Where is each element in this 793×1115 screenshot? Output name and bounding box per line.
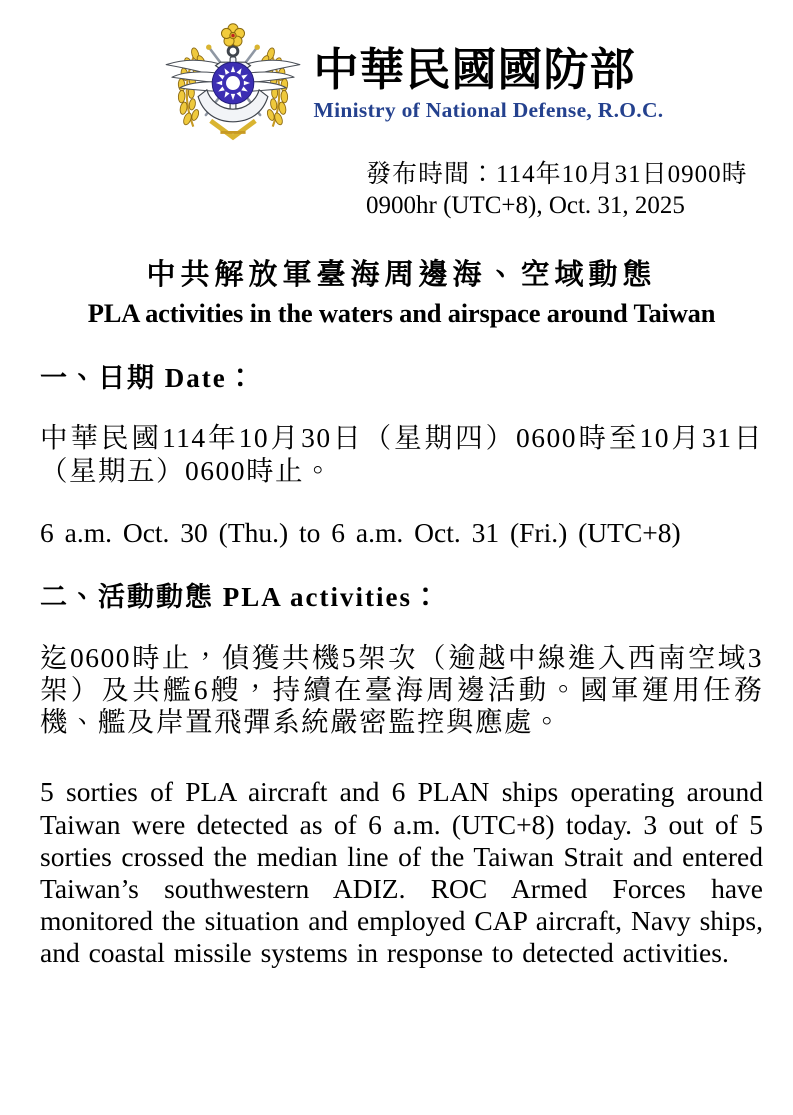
section-date xyxy=(40,363,763,549)
org-names xyxy=(314,45,664,122)
section-activities-heading: 二、活動動態 PLA activities： xyxy=(40,581,441,612)
doc-title-en: PLA activities in the waters and airspace around Taiwan xyxy=(87,297,716,328)
org-name-en: Ministry of National Defense, R.O.C. xyxy=(313,97,664,122)
release-time-en: 0900hr (UTC+8), Oct. 31, 2025 xyxy=(366,192,685,219)
activities-paragraph-zh: 迄0600時止，偵獲共機5架次（逾越中線進入西南空域3架）及共艦6艘，持續在臺海周邊活動。國軍運用任務機、艦及岸置飛彈系統嚴密監控與應處。 xyxy=(40,641,763,738)
section-date-heading: 一、日期 Date： xyxy=(40,362,256,393)
activities-paragraph-en: 5 sorties of PLA aircraft and 6 PLAN ships operating around Taiwan were detected as of 6 a.m. (UTC+8) today. 3 out of 5 sorties crossed the median line of the Taiwan Strait and entered Taiwan’s southwestern ADIZ. ROC Armed Forces have monitored the situation and employed CAP aircraft, Navy ships, and coastal missile systems in response to detected activities. xyxy=(40,776,763,969)
date-paragraph-zh: 中華民國114年10月30日（星期四）0600時至10月31日（星期五）0600時止。 xyxy=(40,422,763,486)
mnd-emblem-icon xyxy=(160,22,306,146)
doc-title-zh: 中共解放軍臺海周邊海、空域動態 xyxy=(146,259,657,291)
masthead xyxy=(50,22,773,146)
mnd-emblem-logo xyxy=(160,22,306,146)
release-time xyxy=(366,159,763,221)
org-name-zh: 中華民國國防部 xyxy=(313,45,636,96)
release-time-zh: 發布時間：114年10月31日0900時 xyxy=(366,161,748,188)
doc-title xyxy=(40,258,763,330)
section-activities xyxy=(40,582,763,969)
date-paragraph-en: 6 a.m. Oct. 30 (Thu.) to 6 a.m. Oct. 31 (Fri.) (UTC+8) xyxy=(40,516,681,548)
